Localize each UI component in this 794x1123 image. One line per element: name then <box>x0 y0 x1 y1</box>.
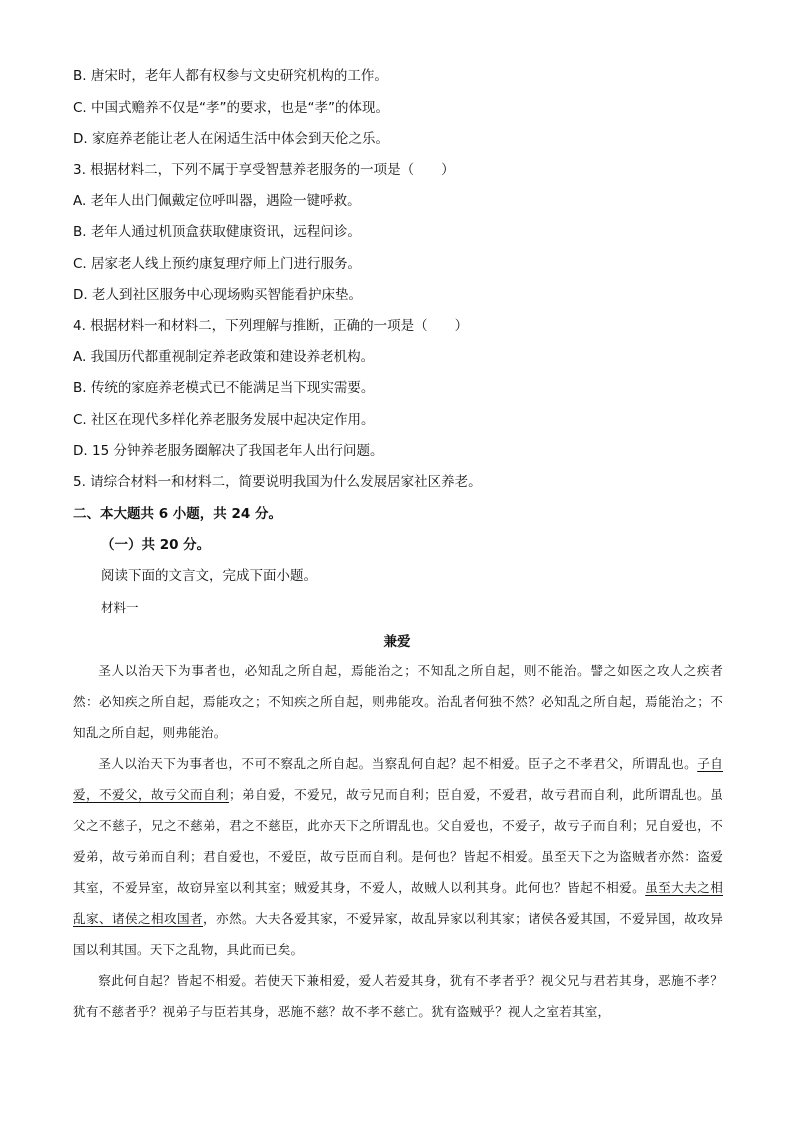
passage-paragraph-3: 察此何自起？皆起不相爱。若使天下兼相爱，爱人若爱其身，犹有不孝者乎？视父兄与君若其身，恶施不孝？犹有不慈者乎？视弟子与臣若其身，恶施不慈？故不孝不慈亡。犹有盗贼乎？视人之室若其室， <box>73 973 723 1019</box>
question-4: 4. 根据材料一和材料二，下列理解与推断，正确的一项是（ ） <box>73 318 469 334</box>
question-3: 3. 根据材料二，下列不属于享受智慧养老服务的一项是（ ） <box>73 162 455 178</box>
option-3c: C. 居家老人线上预约康复理疗师上门进行服务。 <box>73 256 362 272</box>
option-4d: D. 15 分钟养老服务圈解决了我国老年人出行问题。 <box>73 443 384 459</box>
paragraph-2-text-c: ，亦然。大夫各爱其家，不爱异家，故乱异家以利其家；诸侯各爱其国，不爱异国，故攻异国以利其国。天下之乱物，具此而已矣。 <box>73 911 724 957</box>
question-5: 5. 请综合材料一和材料二，简要说明我国为什么发展居家社区养老。 <box>73 474 482 490</box>
passage-paragraph-2 <box>73 748 723 965</box>
subsection-heading: （一）共 20 分。 <box>101 537 211 553</box>
option-3b: B. 老年人通过机顶盒获取健康资讯，远程问诊。 <box>73 224 361 240</box>
option-2b: B. 唐宋时，老年人都有权参与文史研究机构的工作。 <box>73 68 388 84</box>
option-4b: B. 传统的家庭养老模式已不能满足当下现实需要。 <box>73 380 375 396</box>
underlined-sentence-2: 虽至大夫之相乱家、诸侯之相攻国者 <box>73 880 723 926</box>
passage-paragraph-1: 圣人以治天下为事者也，必知乱之所自起，焉能治之；不知乱之所自起，则不能治。譬之如医之攻人之疾者然：必知疾之所自起，焉能攻之；不知疾之所自起，则弗能攻。治乱者何独不然？必知乱之所自起，焉能治之；不知乱之所自起，则弗能治。 <box>73 663 723 740</box>
section-heading: 二、本大题共 6 小题，共 24 分。 <box>73 506 282 522</box>
option-4c: C. 社区在现代多样化养老服务发展中起决定作用。 <box>73 412 375 428</box>
passage-title: 兼爱 <box>383 634 411 650</box>
paragraph-2-text-b: ；弟自爱，不爱兄，故亏兄而自利；臣自爱，不爱君，故亏君而自利，此所谓乱也。虽父之不慈子，兄之不慈弟，君之不慈臣，此亦天下之所谓乱也。父自爱也，不爱子，故亏子而自利；兄自爱也，不爱弟，故亏弟而自利；君自爱也，不爱臣，故亏臣而自利。是何也？皆起不相爱。虽至天下之为盗贼者亦然：盗爱其室，不爱异室，故窃异室以利其室；贼爱其身，不爱人，故贼人以利其身。此何也？皆起不相爱。 <box>73 787 723 895</box>
option-2c: C. 中国式赡养不仅是“孝”的要求，也是“孝”的体现。 <box>73 100 389 116</box>
option-3a: A. 老年人出门佩戴定位呼叫器，遇险一键呼救。 <box>73 193 361 209</box>
underlined-sentence-1: 子自爱，不爱父，故亏父而自利 <box>73 756 724 802</box>
material-label: 材料一 <box>101 600 139 615</box>
paragraph-2-text-a: 圣人以治天下为事者也，不可不察乱之所自起。当察乱何自起？起不相爱。臣子之不孝君父，所谓乱也。 <box>98 756 698 771</box>
option-4a: A. 我国历代都重视制定养老政策和建设养老机构。 <box>73 349 375 365</box>
option-3d: D. 老人到社区服务中心现场购买智能看护床垫。 <box>73 287 362 303</box>
reading-instruction: 阅读下面的文言文，完成下面小题。 <box>101 568 317 584</box>
option-2d: D. 家庭养老能让老人在闲适生活中体会到天伦之乐。 <box>73 131 389 147</box>
